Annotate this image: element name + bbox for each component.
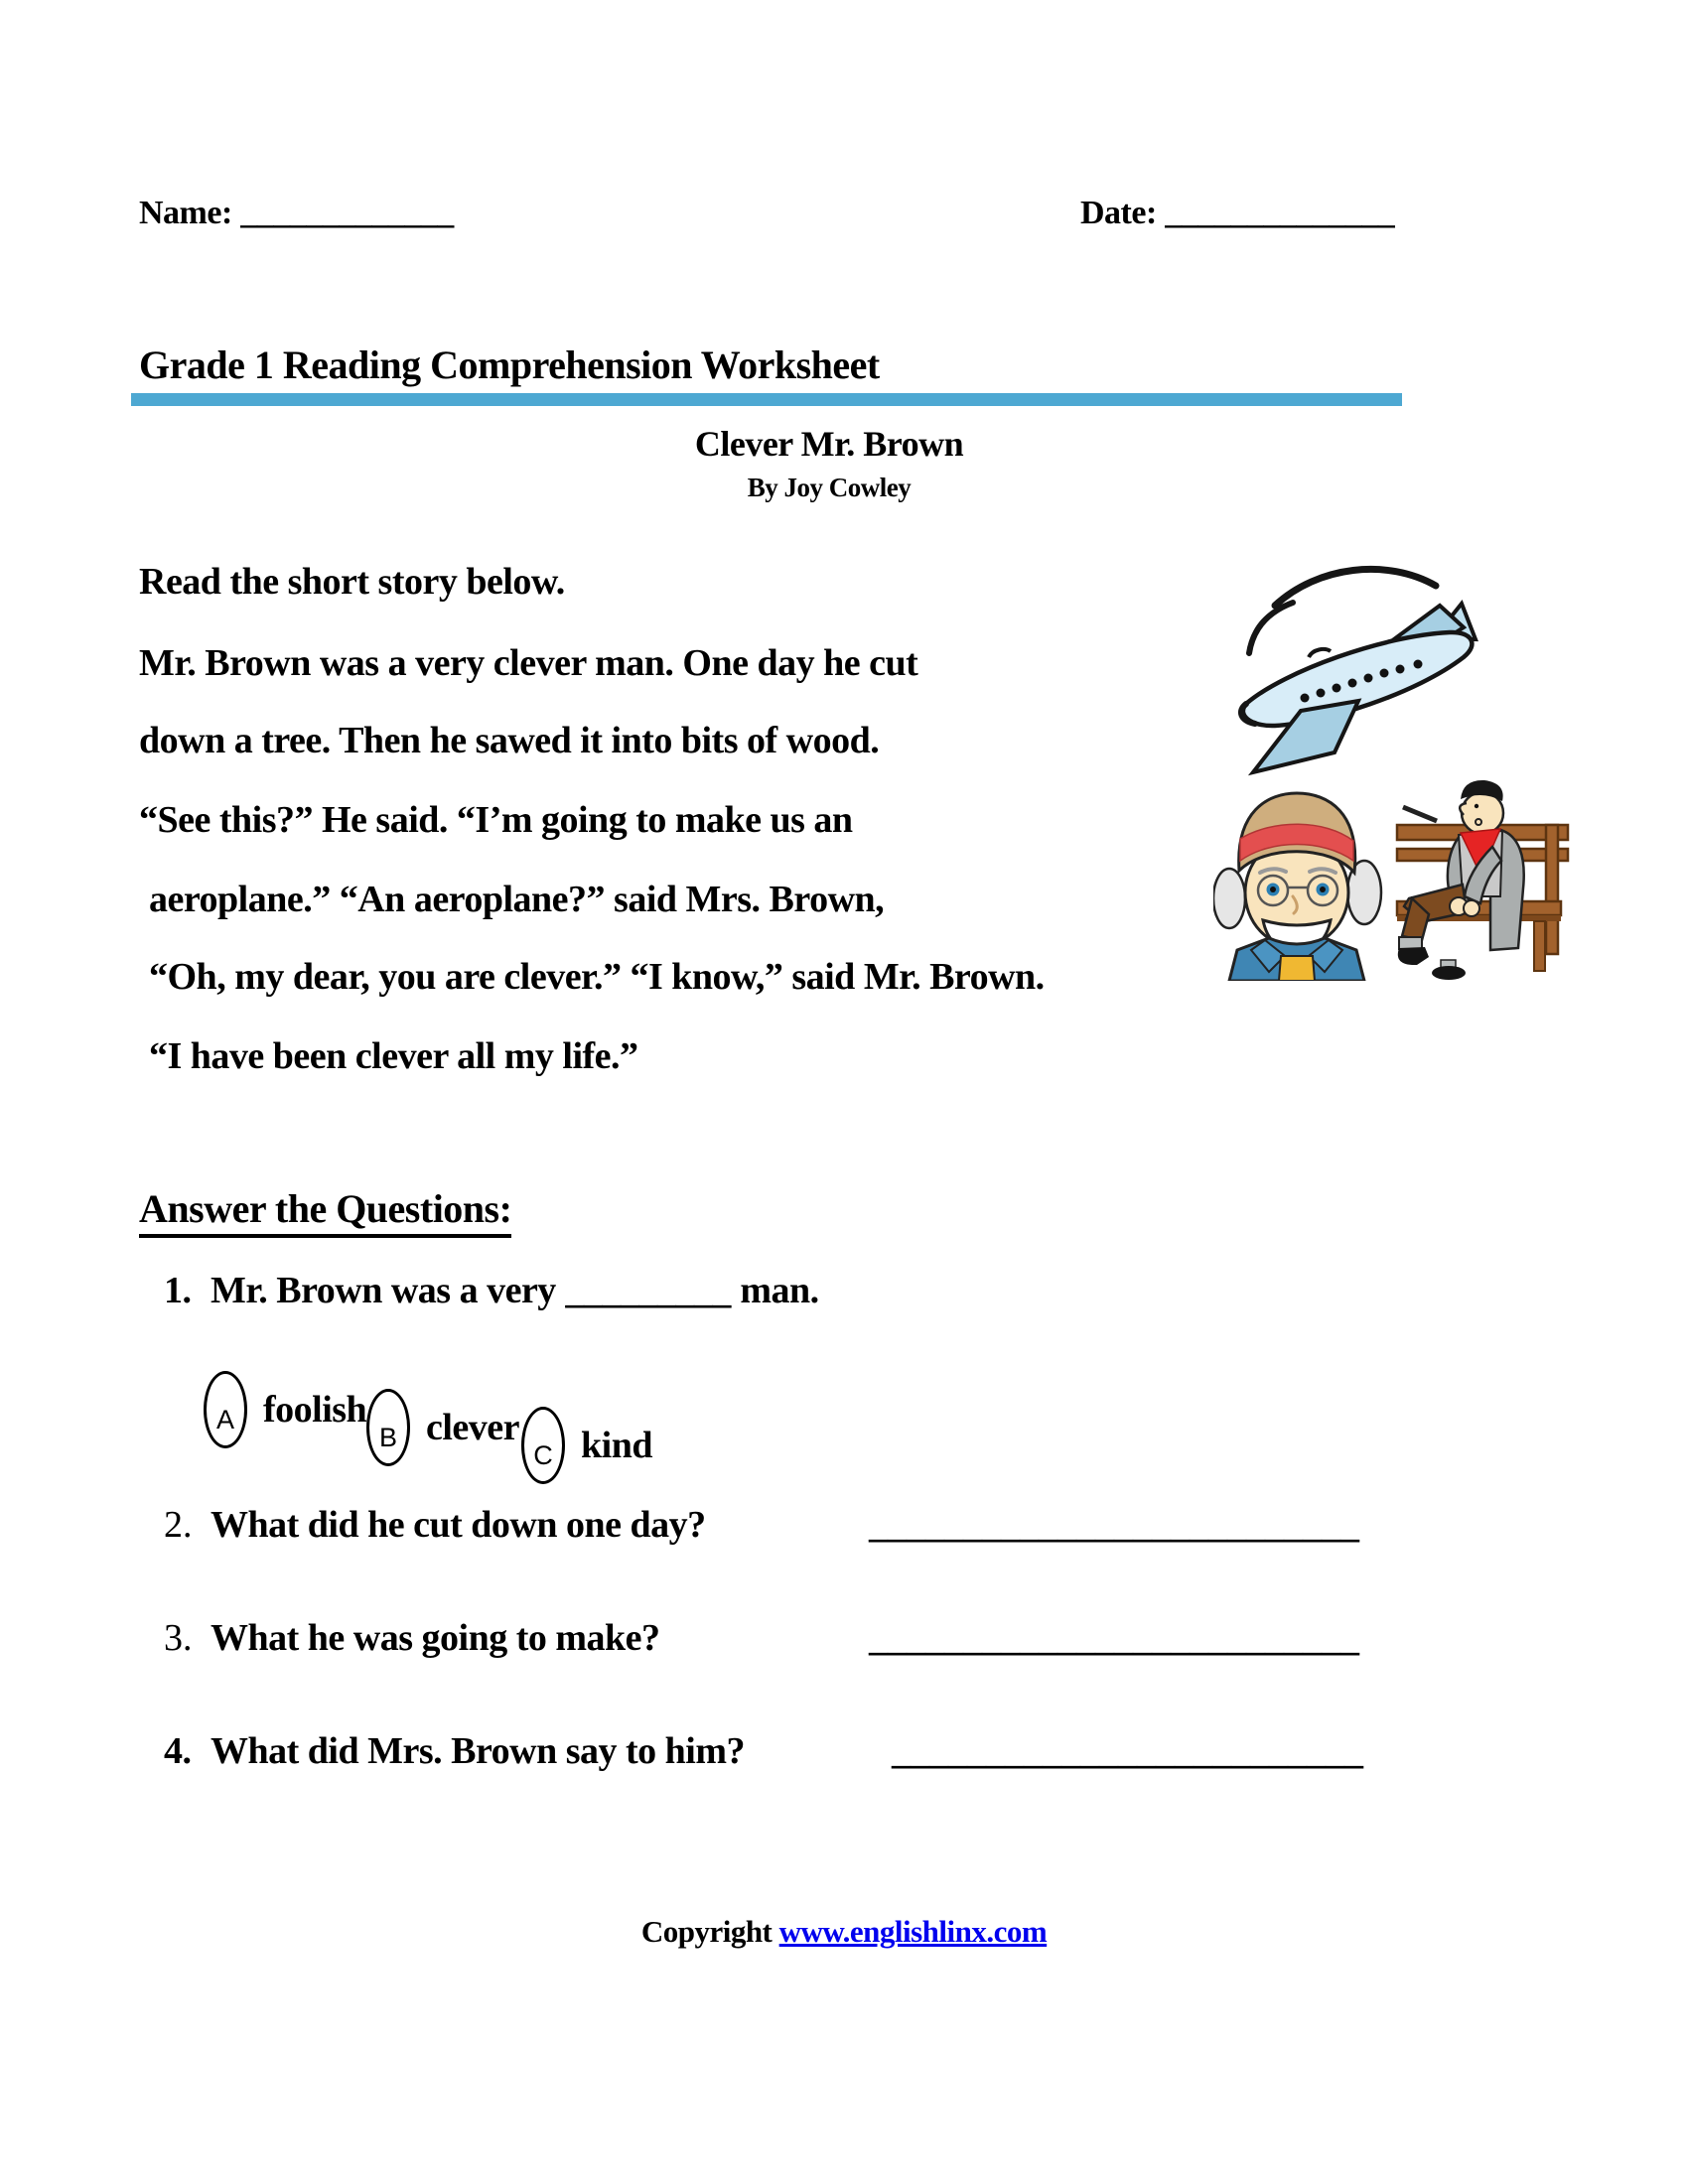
question-1 [0, 1269, 1688, 1318]
name-label: Name: [139, 195, 232, 231]
option-c[interactable] [521, 1405, 652, 1486]
option-a-letter: A [215, 1405, 234, 1434]
airplane-illustration [1213, 546, 1511, 779]
name-blank-line[interactable]: _____________ [240, 195, 454, 231]
option-a-label[interactable]: foolish [263, 1389, 367, 1431]
story-line: “See this?” He said. “I’m going to make us an [139, 799, 853, 841]
option-b-label[interactable]: clever [426, 1407, 520, 1448]
option-b-letter: B [378, 1423, 397, 1452]
option-c-label[interactable]: kind [581, 1425, 652, 1466]
option-b-circle[interactable] [366, 1389, 410, 1466]
mrs-brown-clipart [1213, 793, 1381, 981]
story-line: aeroplane.” “An aeroplane?” said Mrs. Brown, [149, 879, 885, 920]
copyright-line [0, 1914, 1688, 1950]
question-3-number: 3. [164, 1617, 193, 1659]
question-1-blank[interactable]: _________ [565, 1270, 731, 1311]
story-line: “I have been clever all my life.” [149, 1035, 638, 1077]
option-a-circle[interactable] [204, 1371, 247, 1448]
heading-divider [131, 393, 1402, 406]
question-2-number: 2. [164, 1504, 193, 1546]
question-2-text: What did he cut down one day? [211, 1504, 706, 1546]
fuselage [1243, 632, 1472, 726]
worksheet-heading: Grade 1 Reading Comprehension Worksheet [139, 342, 880, 387]
name-row [139, 195, 454, 232]
question-4-blank[interactable]: _________________________ [892, 1730, 1363, 1772]
contrail-arc-icon [1275, 569, 1436, 606]
mr-brown-bench-clipart [1397, 780, 1568, 980]
copyright-link[interactable]: www.englishlinx.com [778, 1914, 1048, 1949]
story-line: down a tree. Then he sawed it into bits of wood. [139, 720, 880, 761]
question-3 [0, 1616, 1688, 1666]
story-title: Clever Mr. Brown [694, 424, 964, 464]
contrail-arc-icon [1249, 603, 1293, 653]
date-row [1080, 195, 1394, 232]
question-1-number: 1. [164, 1270, 192, 1311]
question-2-blank[interactable]: __________________________ [869, 1504, 1359, 1546]
copyright-label: Copyright [640, 1914, 779, 1949]
question-4 [0, 1729, 1688, 1779]
date-blank-line[interactable]: ______________ [1165, 195, 1395, 231]
cockpit-line [1309, 649, 1331, 657]
question-2 [0, 1503, 1688, 1553]
story-line: Mr. Brown was a very clever man. One day he cut [139, 642, 918, 684]
question-3-blank[interactable]: __________________________ [869, 1617, 1359, 1659]
question-1-text: Mr. Brown was a very _________ man. [211, 1270, 819, 1311]
option-a[interactable] [204, 1369, 366, 1450]
mr-and-mrs-brown-illustration [1213, 777, 1576, 981]
option-c-circle[interactable] [521, 1407, 565, 1484]
date-label: Date: [1080, 195, 1157, 231]
story-byline: By Joy Cowley [747, 473, 912, 502]
question-4-text: What did Mrs. Brown say to him? [211, 1730, 746, 1772]
option-c-letter: C [533, 1440, 553, 1470]
story-instruction: Read the short story below. [139, 561, 565, 603]
option-b[interactable] [366, 1387, 519, 1468]
answers-heading: Answer the Questions: [139, 1185, 511, 1238]
question-4-number: 4. [164, 1730, 192, 1772]
question-3-text: What he was going to make? [211, 1617, 660, 1659]
question-1-options [0, 1333, 1688, 1470]
story-line: “Oh, my dear, you are clever.” “I know,” said Mr. Brown. [149, 956, 1045, 998]
